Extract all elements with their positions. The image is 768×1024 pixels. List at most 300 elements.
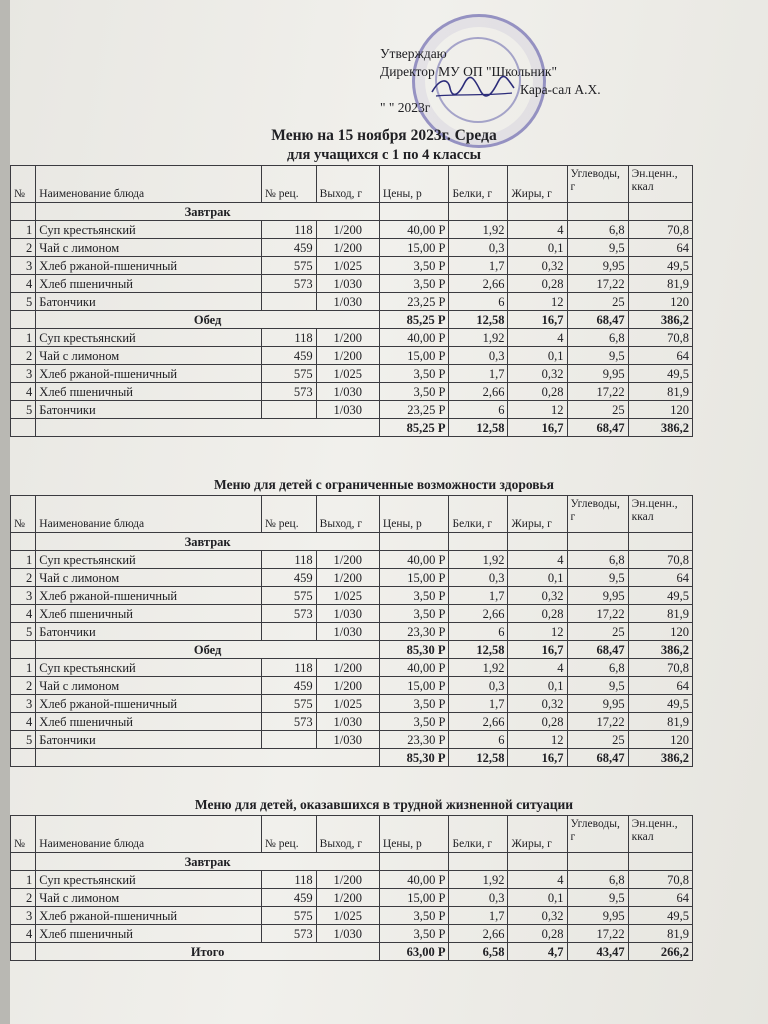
header-protein: Белки, г xyxy=(449,166,508,203)
yield: 1/200 xyxy=(316,569,379,587)
price: 3,50 Р xyxy=(379,365,449,383)
carbs: 25 xyxy=(567,731,628,749)
protein: 1,92 xyxy=(449,551,508,569)
yield: 1/030 xyxy=(316,925,379,943)
header-protein: Белки, г xyxy=(449,816,508,853)
energy: 49,5 xyxy=(628,257,692,275)
yield: 1/200 xyxy=(316,677,379,695)
row-number: 2 xyxy=(11,569,36,587)
fat: 0,28 xyxy=(508,713,567,731)
row-number: 4 xyxy=(11,605,36,623)
recipe-number: 573 xyxy=(261,275,316,293)
empty-cell xyxy=(11,641,36,659)
row-number: 3 xyxy=(11,907,36,925)
dish-name: Хлеб ржаной-пшеничный xyxy=(36,365,262,383)
dish-name: Чай с лимоном xyxy=(36,239,262,257)
energy: 81,9 xyxy=(628,925,692,943)
carbs: 6,8 xyxy=(567,871,628,889)
meal-total-value xyxy=(508,203,567,221)
carbs: 17,22 xyxy=(567,605,628,623)
dish-name: Чай с лимоном xyxy=(36,889,262,907)
header-dish-name: Наименование блюда xyxy=(36,496,262,533)
header-number: № xyxy=(11,496,36,533)
total-value: 12,58 xyxy=(449,749,508,767)
dish-name: Хлеб ржаной-пшеничный xyxy=(36,587,262,605)
dish-name: Хлеб ржаной-пшеничный xyxy=(36,257,262,275)
price: 23,30 Р xyxy=(379,731,449,749)
recipe-number: 118 xyxy=(261,551,316,569)
totals-label xyxy=(36,419,380,437)
fat: 0,32 xyxy=(508,587,567,605)
meal-total-value: 16,7 xyxy=(508,311,567,329)
meal-total-value xyxy=(628,533,692,551)
fat: 0,32 xyxy=(508,907,567,925)
carbs: 9,5 xyxy=(567,889,628,907)
meal-label-row xyxy=(11,311,693,329)
meal-label: Завтрак xyxy=(36,533,380,551)
table-row xyxy=(11,713,693,731)
total-value: 12,58 xyxy=(449,419,508,437)
fat: 0,28 xyxy=(508,275,567,293)
header-carbs: Углеводы, г xyxy=(567,496,628,533)
totals-label xyxy=(36,749,380,767)
energy: 81,9 xyxy=(628,713,692,731)
meal-label: Обед xyxy=(36,311,380,329)
dish-name: Батончики xyxy=(36,623,262,641)
header-yield: Выход, г xyxy=(316,816,379,853)
meal-total-value: 12,58 xyxy=(449,641,508,659)
table-row xyxy=(11,731,693,749)
fat: 12 xyxy=(508,401,567,419)
header-number: № xyxy=(11,166,36,203)
price: 23,30 Р xyxy=(379,623,449,641)
page-subtitle: для учащихся с 1 по 4 классы xyxy=(287,147,481,163)
table-row xyxy=(11,569,693,587)
row-number: 4 xyxy=(11,275,36,293)
yield: 1/025 xyxy=(316,365,379,383)
table-row xyxy=(11,401,693,419)
price: 3,50 Р xyxy=(379,257,449,275)
recipe-number xyxy=(261,731,316,749)
total-value: 85,25 Р xyxy=(379,419,449,437)
fat: 0,1 xyxy=(508,239,567,257)
recipe-number xyxy=(261,401,316,419)
yield: 1/200 xyxy=(316,221,379,239)
header-price: Цены, р xyxy=(379,816,449,853)
carbs: 25 xyxy=(567,623,628,641)
recipe-number: 459 xyxy=(261,239,316,257)
fat: 12 xyxy=(508,623,567,641)
energy: 81,9 xyxy=(628,605,692,623)
protein: 1,92 xyxy=(449,221,508,239)
table-header-row xyxy=(11,816,693,853)
header-dish-name: Наименование блюда xyxy=(36,816,262,853)
energy: 64 xyxy=(628,677,692,695)
dish-name: Чай с лимоном xyxy=(36,347,262,365)
totals-label: Итого xyxy=(36,943,380,961)
row-number: 1 xyxy=(11,551,36,569)
yield: 1/200 xyxy=(316,347,379,365)
table-row xyxy=(11,329,693,347)
meal-label: Завтрак xyxy=(36,203,380,221)
yield: 1/200 xyxy=(316,239,379,257)
fat: 0,1 xyxy=(508,569,567,587)
yield: 1/200 xyxy=(316,551,379,569)
meal-total-value: 68,47 xyxy=(567,641,628,659)
row-number: 3 xyxy=(11,365,36,383)
table-header-row xyxy=(11,166,693,203)
dish-name: Суп крестьянский xyxy=(36,871,262,889)
meal-total-value xyxy=(567,203,628,221)
price: 3,50 Р xyxy=(379,275,449,293)
dish-name: Хлеб пшеничный xyxy=(36,383,262,401)
header-protein: Белки, г xyxy=(449,496,508,533)
total-value: 63,00 Р xyxy=(379,943,449,961)
table-row xyxy=(11,889,693,907)
table-row xyxy=(11,907,693,925)
energy: 70,8 xyxy=(628,329,692,347)
table-header-row xyxy=(11,496,693,533)
protein: 2,66 xyxy=(449,383,508,401)
protein: 0,3 xyxy=(449,569,508,587)
table-row xyxy=(11,221,693,239)
header-recipe-no: № рец. xyxy=(261,816,316,853)
total-value: 386,2 xyxy=(628,419,692,437)
price: 15,00 Р xyxy=(379,347,449,365)
meal-total-value xyxy=(508,533,567,551)
fat: 0,32 xyxy=(508,257,567,275)
row-number: 2 xyxy=(11,889,36,907)
table-row xyxy=(11,677,693,695)
energy: 64 xyxy=(628,239,692,257)
meal-total-value: 386,2 xyxy=(628,641,692,659)
protein: 0,3 xyxy=(449,889,508,907)
recipe-number: 575 xyxy=(261,365,316,383)
carbs: 9,5 xyxy=(567,239,628,257)
empty-cell xyxy=(11,533,36,551)
recipe-number: 459 xyxy=(261,347,316,365)
table-row xyxy=(11,383,693,401)
header-carbs: Углеводы, г xyxy=(567,166,628,203)
table-row xyxy=(11,925,693,943)
approval-line-2: Директор МУ ОП "Школьник" xyxy=(380,64,557,79)
total-value: 6,58 xyxy=(449,943,508,961)
carbs: 17,22 xyxy=(567,383,628,401)
total-value: 85,30 Р xyxy=(379,749,449,767)
yield: 1/030 xyxy=(316,605,379,623)
protein: 2,66 xyxy=(449,713,508,731)
price: 40,00 Р xyxy=(379,551,449,569)
fat: 4 xyxy=(508,871,567,889)
carbs: 17,22 xyxy=(567,275,628,293)
table-row xyxy=(11,551,693,569)
row-number: 2 xyxy=(11,347,36,365)
recipe-number: 573 xyxy=(261,925,316,943)
dish-name: Чай с лимоном xyxy=(36,677,262,695)
meal-total-value xyxy=(379,203,449,221)
yield: 1/025 xyxy=(316,257,379,275)
row-number: 1 xyxy=(11,221,36,239)
protein: 1,7 xyxy=(449,695,508,713)
price: 40,00 Р xyxy=(379,221,449,239)
dish-name: Батончики xyxy=(36,293,262,311)
protein: 1,7 xyxy=(449,587,508,605)
meal-label-row xyxy=(11,203,693,221)
dish-name: Хлеб пшеничный xyxy=(36,275,262,293)
price: 3,50 Р xyxy=(379,695,449,713)
table-row xyxy=(11,695,693,713)
carbs: 9,95 xyxy=(567,365,628,383)
dish-name: Суп крестьянский xyxy=(36,221,262,239)
protein: 1,92 xyxy=(449,329,508,347)
total-value: 68,47 xyxy=(567,419,628,437)
table-row xyxy=(11,365,693,383)
header-carbs: Углеводы, г xyxy=(567,816,628,853)
dish-name: Чай с лимоном xyxy=(36,569,262,587)
yield: 1/030 xyxy=(316,275,379,293)
price: 23,25 Р xyxy=(379,401,449,419)
fat: 4 xyxy=(508,551,567,569)
menu-table xyxy=(10,495,693,767)
meal-total-value xyxy=(449,853,508,871)
empty-cell xyxy=(11,203,36,221)
energy: 70,8 xyxy=(628,871,692,889)
fat: 0,28 xyxy=(508,605,567,623)
total-value: 4,7 xyxy=(508,943,567,961)
carbs: 9,5 xyxy=(567,569,628,587)
director-signature xyxy=(428,74,518,100)
fat: 0,32 xyxy=(508,695,567,713)
energy: 64 xyxy=(628,889,692,907)
recipe-number: 575 xyxy=(261,257,316,275)
carbs: 9,5 xyxy=(567,677,628,695)
yield: 1/030 xyxy=(316,731,379,749)
recipe-number: 573 xyxy=(261,713,316,731)
carbs: 6,8 xyxy=(567,329,628,347)
row-number: 5 xyxy=(11,293,36,311)
table-row xyxy=(11,871,693,889)
dish-name: Суп крестьянский xyxy=(36,329,262,347)
table-row xyxy=(11,293,693,311)
price: 15,00 Р xyxy=(379,677,449,695)
meal-total-value xyxy=(508,853,567,871)
energy: 70,8 xyxy=(628,221,692,239)
empty-cell xyxy=(11,943,36,961)
approval-line-4: " " 2023г xyxy=(380,100,431,115)
protein: 0,3 xyxy=(449,239,508,257)
energy: 64 xyxy=(628,569,692,587)
protein: 1,7 xyxy=(449,907,508,925)
energy: 120 xyxy=(628,731,692,749)
meal-total-value xyxy=(449,533,508,551)
recipe-number: 459 xyxy=(261,677,316,695)
price: 15,00 Р xyxy=(379,569,449,587)
meal-label-row xyxy=(11,853,693,871)
row-number: 3 xyxy=(11,257,36,275)
energy: 49,5 xyxy=(628,587,692,605)
price: 3,50 Р xyxy=(379,925,449,943)
protein: 6 xyxy=(449,623,508,641)
dish-name: Суп крестьянский xyxy=(36,551,262,569)
row-number: 4 xyxy=(11,925,36,943)
yield: 1/030 xyxy=(316,293,379,311)
table-row xyxy=(11,239,693,257)
yield: 1/025 xyxy=(316,907,379,925)
empty-cell xyxy=(11,853,36,871)
meal-total-value: 68,47 xyxy=(567,311,628,329)
recipe-number: 573 xyxy=(261,605,316,623)
yield: 1/030 xyxy=(316,383,379,401)
fat: 4 xyxy=(508,221,567,239)
protein: 6 xyxy=(449,293,508,311)
header-number: № xyxy=(11,816,36,853)
carbs: 6,8 xyxy=(567,551,628,569)
yield: 1/025 xyxy=(316,587,379,605)
carbs: 17,22 xyxy=(567,713,628,731)
total-value: 43,47 xyxy=(567,943,628,961)
meal-total-value xyxy=(567,853,628,871)
protein: 1,92 xyxy=(449,659,508,677)
total-value: 266,2 xyxy=(628,943,692,961)
recipe-number: 575 xyxy=(261,695,316,713)
header-energy: Эн.ценн., ккал xyxy=(628,166,692,203)
carbs: 9,95 xyxy=(567,907,628,925)
total-value: 386,2 xyxy=(628,749,692,767)
recipe-number xyxy=(261,293,316,311)
energy: 120 xyxy=(628,623,692,641)
header-yield: Выход, г xyxy=(316,166,379,203)
header-recipe-no: № рец. xyxy=(261,166,316,203)
row-number: 5 xyxy=(11,623,36,641)
approval-line-1: Утверждаю xyxy=(380,46,447,61)
table-row xyxy=(11,623,693,641)
protein: 2,66 xyxy=(449,275,508,293)
carbs: 9,95 xyxy=(567,257,628,275)
protein: 1,7 xyxy=(449,365,508,383)
meal-total-value xyxy=(379,533,449,551)
recipe-number xyxy=(261,623,316,641)
yield: 1/025 xyxy=(316,695,379,713)
meal-total-value: 386,2 xyxy=(628,311,692,329)
price: 40,00 Р xyxy=(379,659,449,677)
carbs: 6,8 xyxy=(567,221,628,239)
dish-name: Хлеб пшеничный xyxy=(36,605,262,623)
header-recipe-no: № рец. xyxy=(261,496,316,533)
header-fat: Жиры, г xyxy=(508,496,567,533)
fat: 0,32 xyxy=(508,365,567,383)
carbs: 9,95 xyxy=(567,695,628,713)
protein: 0,3 xyxy=(449,347,508,365)
totals-row xyxy=(11,419,693,437)
yield: 1/200 xyxy=(316,659,379,677)
recipe-number: 118 xyxy=(261,659,316,677)
protein: 6 xyxy=(449,401,508,419)
meal-total-value: 16,7 xyxy=(508,641,567,659)
row-number: 5 xyxy=(11,731,36,749)
fat: 0,1 xyxy=(508,677,567,695)
empty-cell xyxy=(11,419,36,437)
price: 3,50 Р xyxy=(379,605,449,623)
row-number: 1 xyxy=(11,329,36,347)
section-heading: Меню для детей, оказавшихся в трудной жизненной ситуации xyxy=(194,797,574,812)
price: 3,50 Р xyxy=(379,907,449,925)
total-value: 16,7 xyxy=(508,419,567,437)
table-row xyxy=(11,275,693,293)
energy: 81,9 xyxy=(628,383,692,401)
meal-total-value: 12,58 xyxy=(449,311,508,329)
carbs: 25 xyxy=(567,293,628,311)
total-value: 68,47 xyxy=(567,749,628,767)
recipe-number: 459 xyxy=(261,889,316,907)
header-price: Цены, р xyxy=(379,166,449,203)
table-row xyxy=(11,257,693,275)
fat: 12 xyxy=(508,731,567,749)
dish-name: Хлеб пшеничный xyxy=(36,925,262,943)
meal-total-value: 85,30 Р xyxy=(379,641,449,659)
protein: 1,92 xyxy=(449,871,508,889)
protein: 6 xyxy=(449,731,508,749)
table-row xyxy=(11,659,693,677)
header-energy: Эн.ценн., ккал xyxy=(628,496,692,533)
energy: 49,5 xyxy=(628,907,692,925)
recipe-number: 575 xyxy=(261,587,316,605)
yield: 1/030 xyxy=(316,713,379,731)
dish-name: Хлеб ржаной-пшеничный xyxy=(36,695,262,713)
fat: 0,28 xyxy=(508,383,567,401)
totals-row xyxy=(11,749,693,767)
section-heading: Меню для детей с ограниченные возможности здоровья xyxy=(214,477,554,492)
energy: 70,8 xyxy=(628,551,692,569)
energy: 70,8 xyxy=(628,659,692,677)
totals-row xyxy=(11,943,693,961)
protein: 0,3 xyxy=(449,677,508,695)
yield: 1/030 xyxy=(316,623,379,641)
meal-label-row xyxy=(11,641,693,659)
header-fat: Жиры, г xyxy=(508,816,567,853)
carbs: 25 xyxy=(567,401,628,419)
menu-table xyxy=(10,815,693,961)
price: 40,00 Р xyxy=(379,871,449,889)
recipe-number: 118 xyxy=(261,329,316,347)
energy: 64 xyxy=(628,347,692,365)
energy: 49,5 xyxy=(628,365,692,383)
recipe-number: 573 xyxy=(261,383,316,401)
price: 23,25 Р xyxy=(379,293,449,311)
yield: 1/200 xyxy=(316,889,379,907)
recipe-number: 459 xyxy=(261,569,316,587)
recipe-number: 575 xyxy=(261,907,316,925)
fat: 0,1 xyxy=(508,889,567,907)
meal-total-value: 85,25 Р xyxy=(379,311,449,329)
header-dish-name: Наименование блюда xyxy=(36,166,262,203)
recipe-number: 118 xyxy=(261,871,316,889)
dish-name: Суп крестьянский xyxy=(36,659,262,677)
empty-cell xyxy=(11,749,36,767)
energy: 49,5 xyxy=(628,695,692,713)
price: 3,50 Р xyxy=(379,713,449,731)
energy: 120 xyxy=(628,293,692,311)
header-energy: Эн.ценн., ккал xyxy=(628,816,692,853)
fat: 4 xyxy=(508,329,567,347)
protein: 1,7 xyxy=(449,257,508,275)
table-row xyxy=(11,605,693,623)
dish-name: Хлеб ржаной-пшеничный xyxy=(36,907,262,925)
row-number: 1 xyxy=(11,659,36,677)
table-row xyxy=(11,587,693,605)
fat: 0,1 xyxy=(508,347,567,365)
protein: 2,66 xyxy=(449,925,508,943)
header-fat: Жиры, г xyxy=(508,166,567,203)
